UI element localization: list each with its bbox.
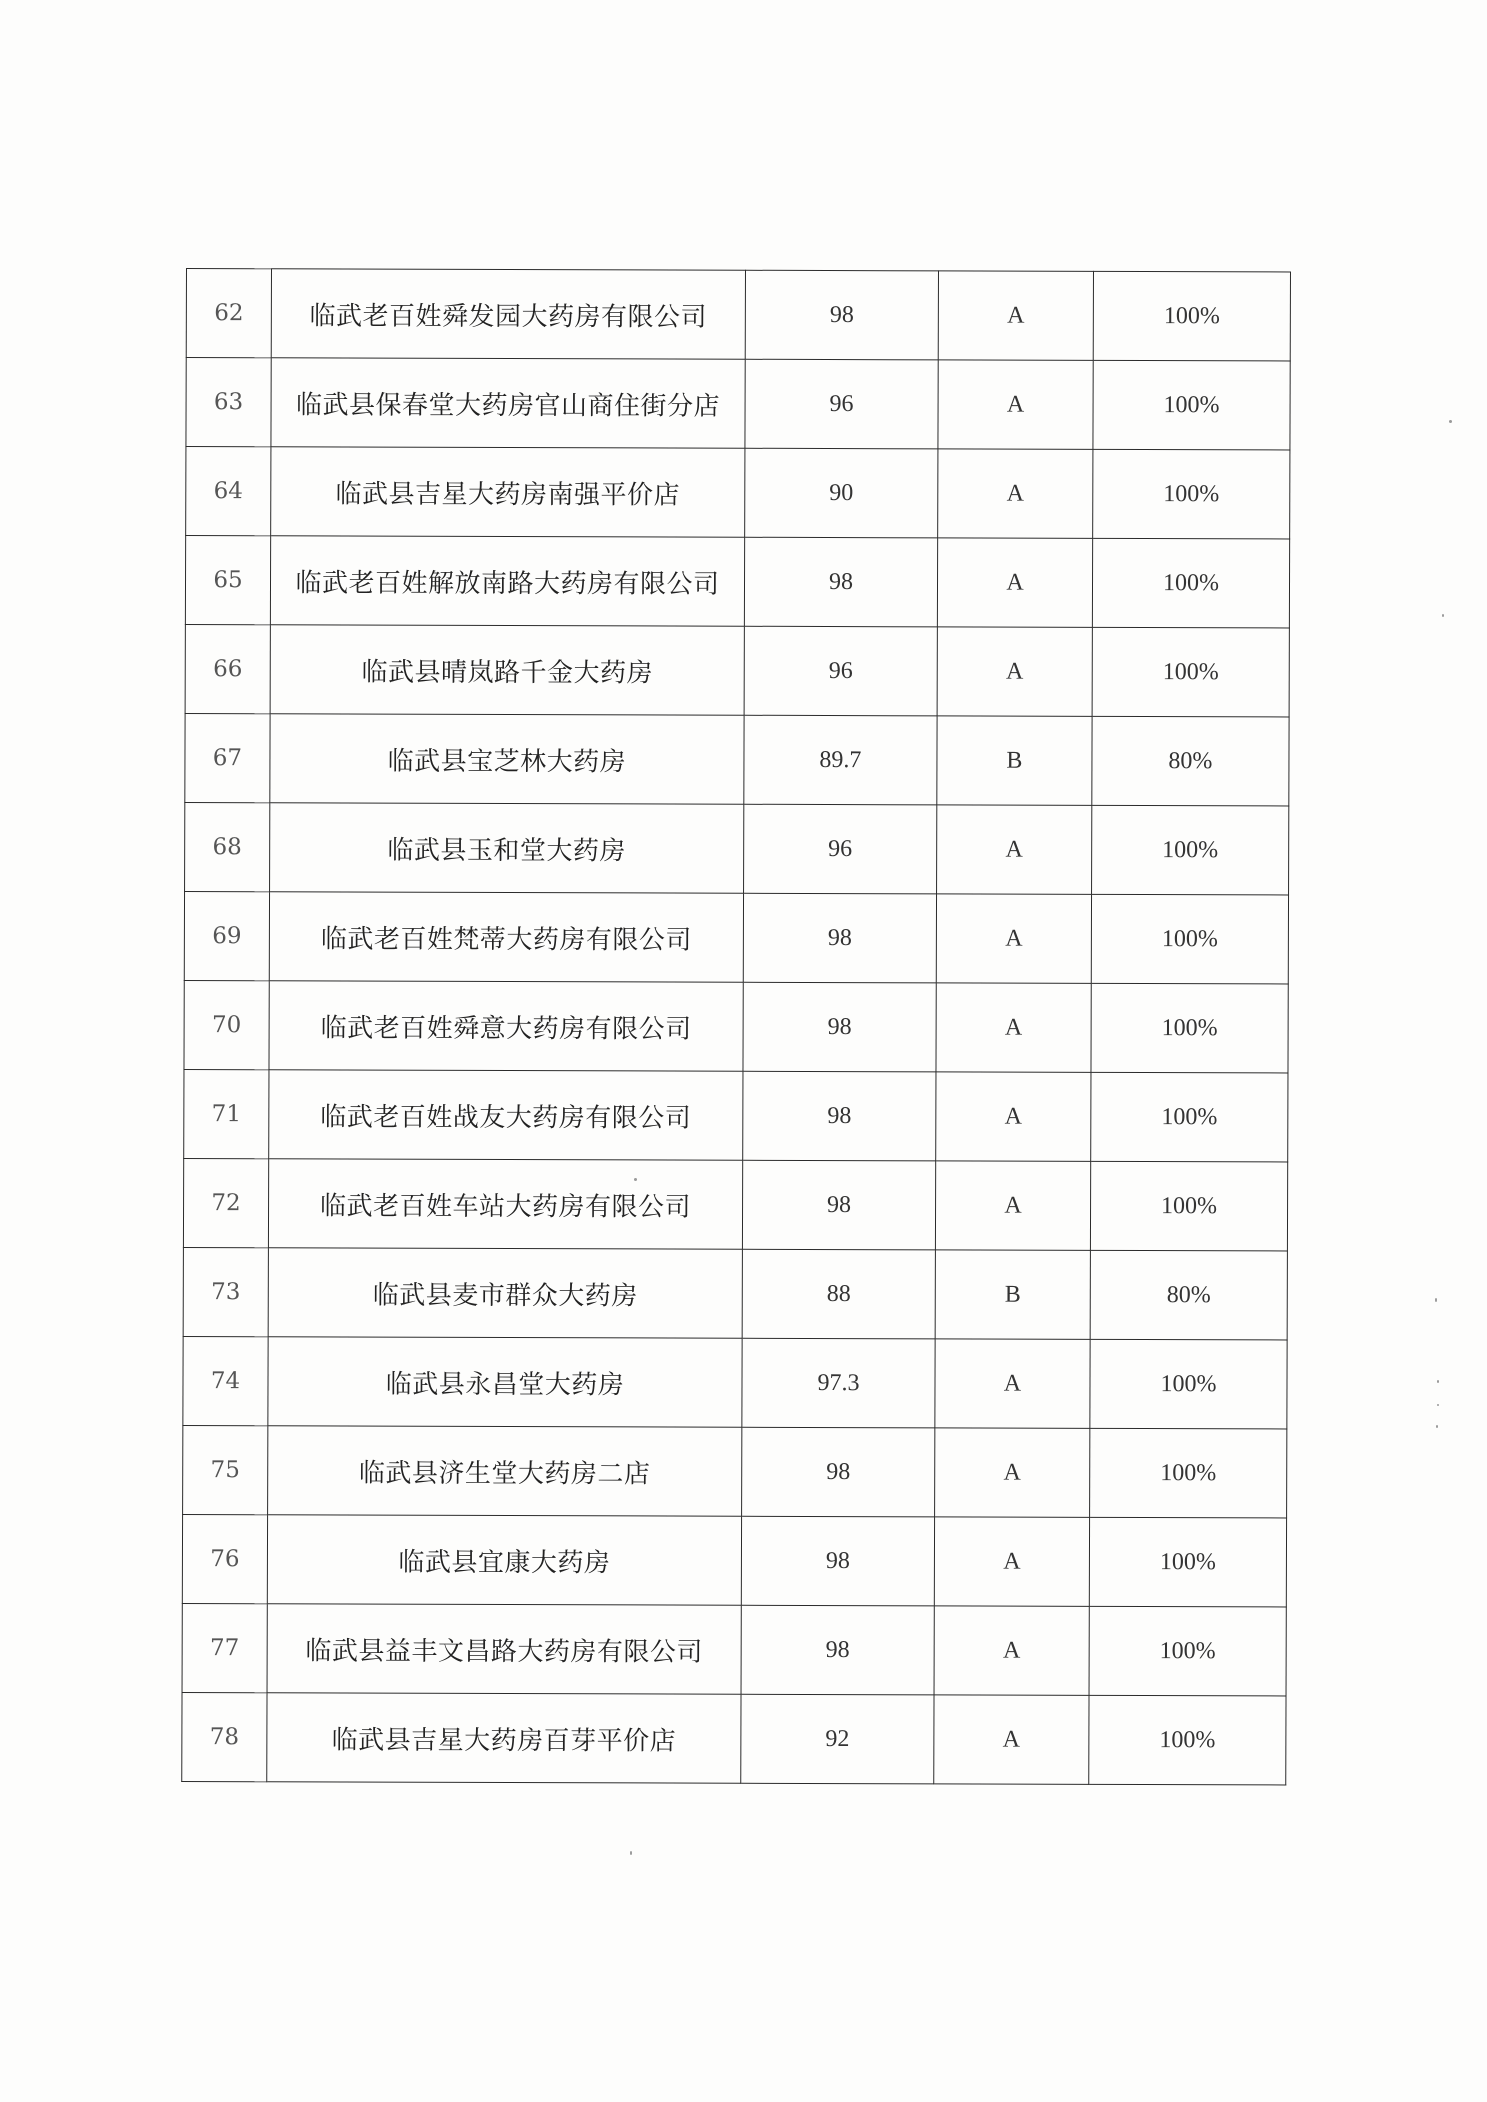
table-row <box>183 1336 1287 1428</box>
score: 98 <box>743 1071 936 1161</box>
pharmacy-name: 临武县宝芝林大药房 <box>270 714 744 804</box>
score: 98 <box>742 1160 935 1250</box>
grade: A <box>937 805 1092 894</box>
scan-speck <box>1435 1298 1437 1302</box>
pharmacy-name: 临武县吉星大药房南强平价店 <box>271 447 745 537</box>
row-number: 67 <box>185 713 270 802</box>
grade: A <box>936 894 1091 983</box>
grade: A <box>938 360 1093 449</box>
row-number: 78 <box>182 1692 267 1781</box>
scan-speck <box>1442 614 1444 617</box>
table-row <box>185 536 1289 628</box>
grade: B <box>935 1250 1090 1339</box>
rate: 100% <box>1089 1517 1286 1607</box>
row-number: 66 <box>185 624 270 713</box>
pharmacy-name: 临武老百姓车站大药房有限公司 <box>268 1159 742 1249</box>
score: 96 <box>744 804 937 894</box>
scan-speck <box>630 1851 632 1855</box>
rate: 100% <box>1090 1161 1287 1251</box>
pharmacy-name: 临武县宜康大药房 <box>267 1515 741 1605</box>
row-number: 64 <box>186 447 271 536</box>
table-row <box>185 802 1289 894</box>
pharmacy-name: 临武县吉星大药房百芽平价店 <box>267 1693 741 1783</box>
rate: 100% <box>1090 1428 1287 1518</box>
score: 97.3 <box>742 1338 935 1428</box>
pharmacy-name: 临武老百姓梵蒂大药房有限公司 <box>269 892 743 982</box>
grade: A <box>935 1161 1090 1250</box>
table-row <box>186 358 1290 450</box>
scan-speck <box>1436 1425 1438 1428</box>
row-number: 74 <box>183 1336 268 1425</box>
pharmacy-name: 临武老百姓舜意大药房有限公司 <box>269 981 743 1071</box>
row-number: 69 <box>184 891 269 980</box>
score: 98 <box>745 270 938 360</box>
score: 90 <box>745 448 938 538</box>
table-row <box>185 624 1289 716</box>
rate: 100% <box>1089 1606 1286 1696</box>
table-row <box>182 1692 1286 1784</box>
pharmacy-name: 临武县晴岚路千金大药房 <box>270 625 744 715</box>
row-number: 70 <box>184 980 269 1069</box>
rate: 80% <box>1090 1250 1287 1340</box>
score: 92 <box>741 1694 934 1784</box>
rate: 100% <box>1091 894 1288 984</box>
row-number: 76 <box>182 1514 267 1603</box>
row-number: 73 <box>183 1247 268 1336</box>
rate: 100% <box>1089 1695 1286 1785</box>
grade: A <box>938 271 1093 360</box>
grade: A <box>934 1606 1089 1695</box>
pharmacy-name: 临武县益丰文昌路大药房有限公司 <box>267 1604 741 1694</box>
pharmacy-name: 临武老百姓战友大药房有限公司 <box>269 1070 743 1160</box>
score: 98 <box>741 1516 934 1606</box>
table-row <box>184 980 1288 1072</box>
rate: 100% <box>1091 983 1288 1073</box>
grade: A <box>938 449 1093 538</box>
pharmacy-name: 临武老百姓解放南路大药房有限公司 <box>270 536 744 626</box>
score: 98 <box>743 893 936 983</box>
pharmacy-name: 临武县玉和堂大药房 <box>270 803 744 893</box>
score: 98 <box>741 1605 934 1695</box>
rate: 100% <box>1092 538 1289 628</box>
pharmacy-rating-table <box>181 268 1291 1785</box>
rate: 100% <box>1092 627 1289 717</box>
rate: 100% <box>1092 805 1289 895</box>
scan-speck <box>1437 1380 1439 1383</box>
row-number: 62 <box>186 269 271 358</box>
scan-speck <box>1449 420 1452 423</box>
rate: 80% <box>1092 716 1289 806</box>
grade: A <box>936 983 1091 1072</box>
table-row <box>182 1603 1286 1695</box>
pharmacy-name: 临武县麦市群众大药房 <box>268 1248 742 1338</box>
row-number: 71 <box>184 1069 269 1158</box>
score: 89.7 <box>744 715 937 805</box>
score: 88 <box>742 1249 935 1339</box>
table-row <box>182 1514 1286 1606</box>
row-number: 65 <box>185 536 270 625</box>
grade: A <box>936 1072 1091 1161</box>
pharmacy-name: 临武县永昌堂大药房 <box>268 1337 742 1427</box>
grade: A <box>934 1517 1089 1606</box>
score: 98 <box>743 982 936 1072</box>
rate: 100% <box>1093 360 1290 450</box>
rate: 100% <box>1093 271 1290 361</box>
table-row <box>183 1158 1287 1250</box>
score: 96 <box>744 626 937 716</box>
row-number: 63 <box>186 358 271 447</box>
scan-speck <box>1437 1404 1439 1406</box>
grade: B <box>937 716 1092 805</box>
table-row <box>186 269 1290 361</box>
table-row <box>183 1247 1287 1339</box>
scan-speck <box>634 1178 637 1181</box>
grade: A <box>935 1428 1090 1517</box>
rate: 100% <box>1091 1072 1288 1162</box>
rate: 100% <box>1093 449 1290 539</box>
table-row <box>185 713 1289 805</box>
score: 98 <box>744 537 937 627</box>
row-number: 75 <box>183 1425 268 1514</box>
pharmacy-name: 临武县济生堂大药房二店 <box>268 1426 742 1516</box>
grade: A <box>934 1695 1089 1784</box>
rate: 100% <box>1090 1339 1287 1429</box>
pharmacy-name: 临武县保春堂大药房官山商住街分店 <box>271 358 745 448</box>
grade: A <box>937 627 1092 716</box>
pharmacy-name: 临武老百姓舜发园大药房有限公司 <box>271 269 745 359</box>
score: 96 <box>745 359 938 449</box>
row-number: 68 <box>185 802 270 891</box>
row-number: 77 <box>182 1603 267 1692</box>
grade: A <box>937 538 1092 627</box>
table-row <box>184 891 1288 983</box>
table-row <box>183 1425 1287 1517</box>
table-row <box>186 447 1290 539</box>
row-number: 72 <box>183 1158 268 1247</box>
grade: A <box>935 1339 1090 1428</box>
score: 98 <box>742 1427 935 1517</box>
table-row <box>184 1069 1288 1161</box>
